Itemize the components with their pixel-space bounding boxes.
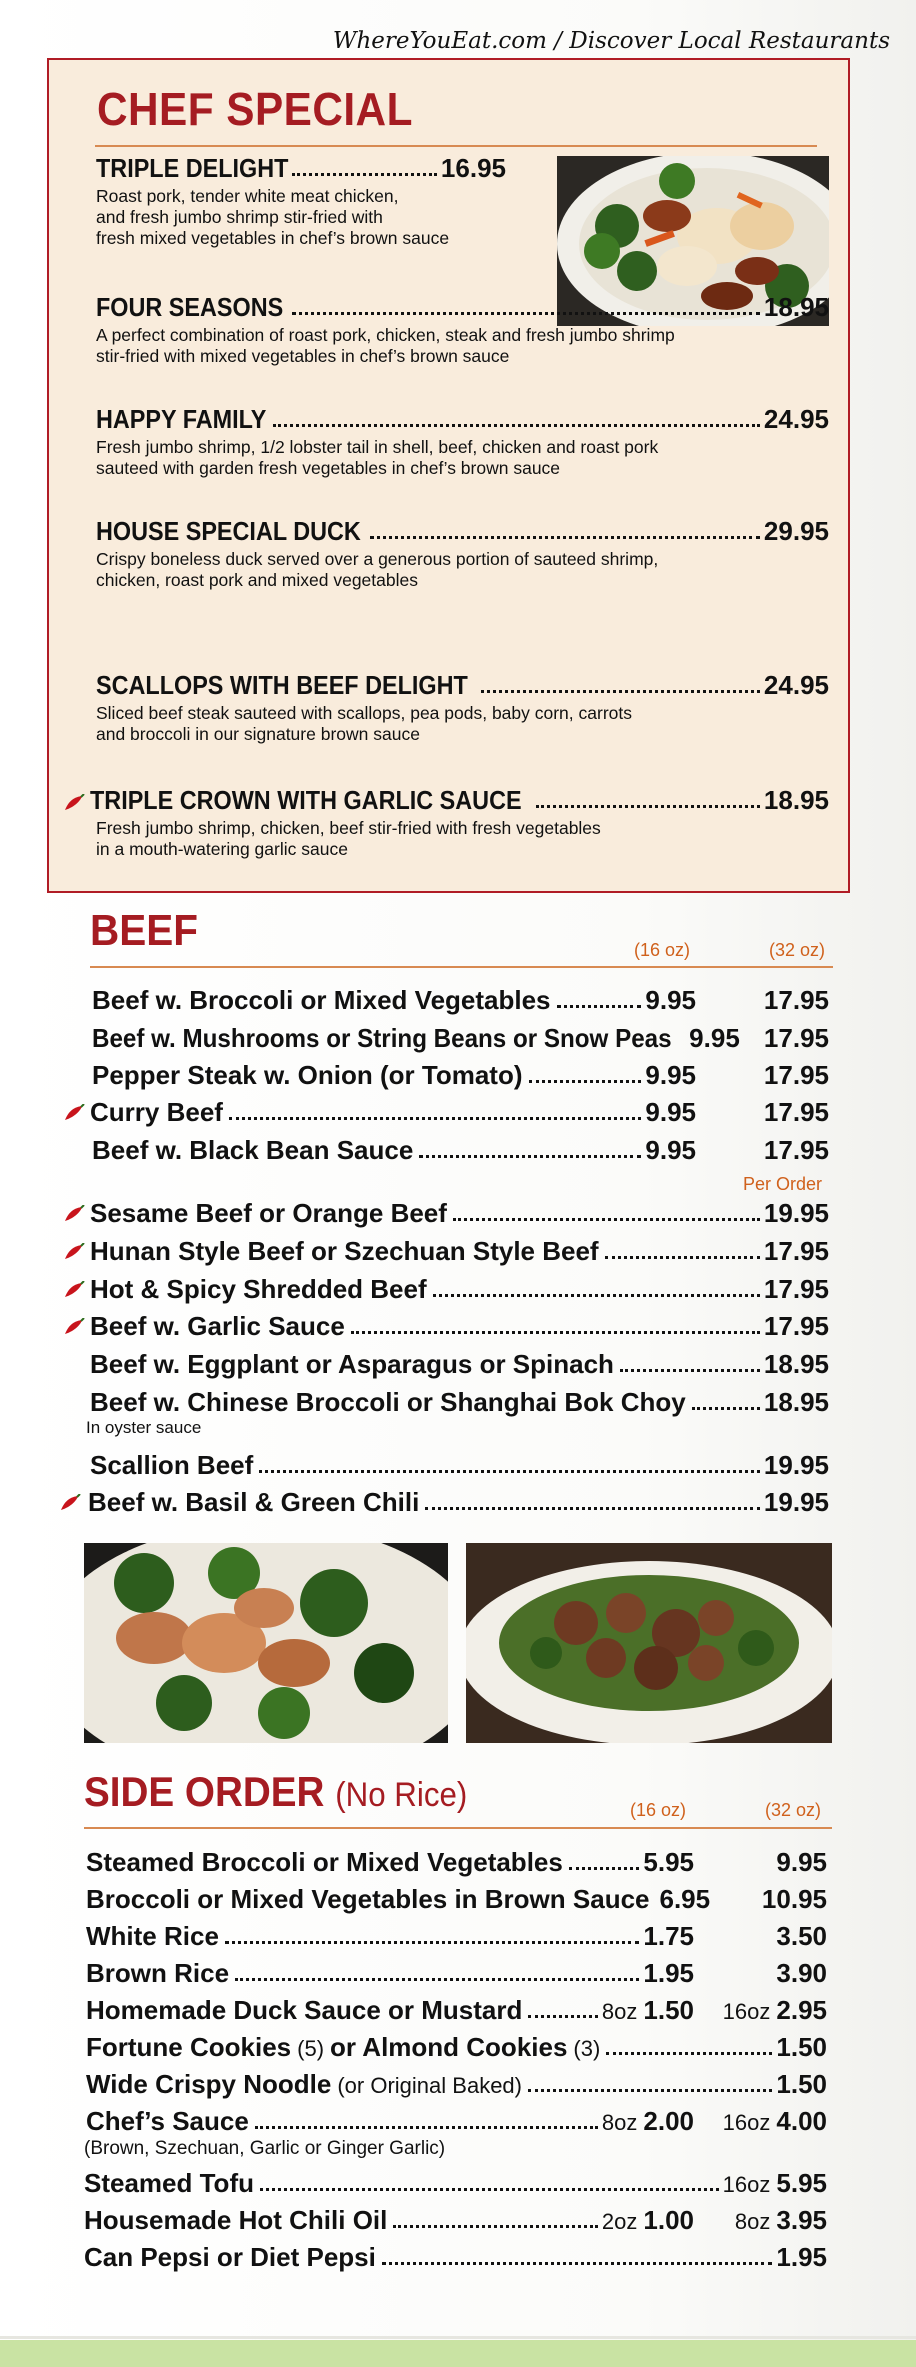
menu-row [86,2108,694,2134]
size-label: 8oz [734,2209,771,2234]
leader-dots [393,2225,598,2228]
desc-line: sauteed with garden fresh vegetables in chef’s brown sauce [96,458,561,478]
bottom-border [0,2340,916,2367]
menu-row [84,2207,694,2233]
item-price: 1.95 [776,2242,827,2272]
item-name: TRIPLE CROWN WITH GARLIC SAUCE [90,785,522,815]
menu-item [90,787,829,860]
item-price-16oz: 9.95 [645,1060,696,1090]
leader-dots [481,690,760,693]
menu-row [92,1137,696,1163]
desc-line: A perfect combination of roast pork, chicken, steak and fresh jumbo shrimp [96,325,675,345]
site-watermark: WhereYouEat.com / Discover Local Restaurants [332,28,890,54]
item-name: Curry Beef [90,1097,223,1127]
leader-dots [692,1407,760,1410]
item-price-16oz: 9.95 [645,985,696,1015]
leader-dots [351,1331,760,1334]
item-price-16oz: 5.95 [643,1847,694,1877]
item-name: TRIPLE DELIGHT [96,153,289,183]
desc-line: Fresh jumbo shrimp, chicken, beef stir-fried with fresh vegetables [96,818,601,838]
leader-dots [557,1005,642,1008]
chili-pepper-icon [63,1243,85,1261]
item-price: 1.50 [776,2069,827,2099]
item-name: Broccoli or Mixed Vegetables in Brown Sauce [86,1884,650,1914]
desc-line: Crispy boneless duck served over a generous portion of sauteed shrimp, [96,549,659,569]
desc-line: Sliced beef steak sauteed with scallops, pea pods, baby corn, carrots [96,703,632,723]
desc-line: in a mouth-watering garlic sauce [96,839,348,859]
leader-dots [225,1941,639,1944]
item-name: Chef’s Sauce [86,2106,249,2136]
leader-dots [260,2188,719,2191]
menu-item [96,406,829,479]
item-price-32oz: 9.95 [776,1847,827,1877]
menu-row [86,1923,694,1949]
item-price: 19.95 [763,1487,829,1517]
menu-row [88,1489,829,1515]
menu-row [90,1238,829,1264]
leader-dots [292,173,437,176]
leader-dots [529,1080,642,1083]
size-label: 8oz [601,2110,638,2135]
item-price: 17.95 [763,1236,829,1266]
item-price: 18.95 [763,1349,829,1379]
menu-row [86,1997,694,2023]
item-name: Hot & Spicy Shredded Beef [90,1274,427,1304]
item-name: Beef w. Basil & Green Chili [88,1487,420,1517]
item-price-8oz: 1.50 [643,1995,694,2025]
column-header-16oz: (16 oz) [630,1800,687,1820]
item-price: 18.95 [763,1387,829,1417]
menu-row [86,1960,694,1986]
item-price: 19.95 [763,1198,829,1228]
item-description [96,325,829,367]
column-header-32oz: (32 oz) [765,1800,822,1820]
item-name: Scallion Beef [90,1450,254,1480]
menu-row-large [710,2207,827,2233]
desc-line: and fresh jumbo shrimp stir-fried with [96,207,383,227]
beef-section-title: BEEF [90,906,198,955]
desc-line: stir-fried with mixed vegetables in chef’s brown sauce [96,346,510,366]
item-name: Can Pepsi or Diet Pepsi [84,2242,376,2272]
item-description [96,549,829,591]
item-price: 5.95 [776,2168,827,2198]
side-order-section-title [84,1768,467,1816]
item-name: Beef w. Eggplant or Asparagus or Spinach [90,1349,614,1379]
desc-line: Fresh jumbo shrimp, 1/2 lobster tail in shell, beef, chicken and roast pork [96,437,659,457]
size-label: 16oz [722,2172,771,2197]
menu-item [96,294,829,367]
item-note: (or Original Baked) [337,2073,522,2098]
menu-row [86,2034,827,2060]
item-price: 18.95 [763,785,829,815]
side-order-title: SIDE ORDER [84,1768,325,1815]
column-header-16oz: (16 oz) [634,940,691,960]
item-price-2oz: 1.00 [643,2205,694,2235]
item-price-16oz: 1.75 [643,1921,694,1951]
item-count: (3) [573,2036,601,2061]
item-price-16oz: 2.95 [776,1995,827,2025]
item-name: Brown Rice [86,1958,230,1988]
chili-pepper-icon [63,1281,85,1299]
item-price-16oz: 9.95 [645,1135,696,1165]
item-price-16oz: 6.95 [659,1884,711,1914]
menu-item [96,672,829,745]
item-name: Sesame Beef or Orange Beef [90,1198,447,1228]
item-name: Homemade Duck Sauce or Mustard [86,1995,523,2025]
desc-line: and broccoli in our signature brown sauce [96,724,420,744]
desc-line: fresh mixed vegetables in chef’s brown sauce [96,228,450,248]
item-price-32oz: 17.95 [763,985,829,1015]
menu-row [86,1884,711,1914]
size-label: 2oz [601,2209,638,2234]
item-price-16oz: 9.95 [689,1023,740,1053]
item-name: Beef w. Chinese Broccoli or Shanghai Bok Choy [90,1387,686,1417]
column-header-32oz: (32 oz) [769,940,826,960]
item-name: Pepper Steak w. Onion (or Tomato) [92,1060,523,1090]
item-price: 17.95 [763,1311,829,1341]
leader-dots [370,536,760,539]
item-name: Fortune Cookies [86,2032,292,2062]
item-price: 16.95 [440,153,506,183]
chili-pepper-icon [59,1494,81,1512]
item-price-8oz: 3.95 [776,2205,827,2235]
side-order-subtitle: (No Rice) [335,1776,468,1814]
leader-dots [605,1256,760,1259]
item-name: Beef w. Mushrooms or String Beans or Snow Peas [92,1023,672,1053]
leader-dots [606,2052,772,2055]
leader-dots [620,1369,760,1372]
item-price-32oz: 17.95 [763,1097,829,1127]
item-name: HOUSE SPECIAL DUCK [96,516,361,546]
item-name: Beef w. Garlic Sauce [90,1311,345,1341]
item-note: (Brown, Szechuan, Garlic or Ginger Garlic) [84,2138,446,2159]
menu-row [90,1452,829,1478]
item-name: White Rice [86,1921,219,1951]
leader-dots [419,1155,641,1158]
menu-item [96,155,516,249]
item-description [96,818,829,860]
chili-pepper-icon [63,1104,85,1122]
menu-row [90,1389,829,1415]
item-price-32oz: 3.50 [776,1921,827,1951]
leader-dots [235,1978,639,1981]
item-name: Steamed Broccoli or Mixed Vegetables [86,1847,563,1877]
item-price-16oz: 4.00 [776,2106,827,2136]
menu-row [92,987,696,1013]
item-price-32oz: 17.95 [763,1135,829,1165]
item-price: 24.95 [763,670,829,700]
leader-dots [569,1867,640,1870]
menu-item [96,518,829,591]
desc-line: Roast pork, tender white meat chicken, [96,186,399,206]
item-name: FOUR SEASONS [96,292,284,322]
menu-row [90,1276,829,1302]
item-name: Steamed Tofu [84,2168,254,2198]
item-name: Beef w. Black Bean Sauce [92,1135,414,1165]
size-label: 8oz [601,1999,638,2024]
menu-row [92,1023,740,1053]
leader-dots [528,2089,772,2092]
item-description [96,703,829,745]
leader-dots [425,1507,760,1510]
item-note: In oyster sauce [86,1418,202,1437]
desc-line: chicken, roast pork and mixed vegetables [96,570,418,590]
item-price: 1.50 [776,2032,827,2062]
item-price-32oz: 17.95 [763,1060,829,1090]
item-count: (5) [297,2036,325,2061]
leader-dots [528,2015,598,2018]
beef-broccoli-photo [84,1543,448,1743]
leader-dots [453,1218,760,1221]
item-price-32oz: 3.90 [776,1958,827,1988]
chili-pepper-icon [63,1205,85,1223]
item-price: 19.95 [763,1450,829,1480]
leader-dots [536,805,760,808]
menu-row [90,1099,696,1125]
leader-dots [255,2126,598,2129]
item-description [96,186,516,249]
item-name: Hunan Style Beef or Szechuan Style Beef [90,1236,599,1266]
leader-dots [259,1470,760,1473]
divider [84,1827,832,1829]
divider [95,145,817,147]
menu-row [90,1313,829,1339]
menu-row [86,2071,827,2097]
menu-row-large [710,1997,827,2023]
item-name: or Almond Cookies [330,2032,568,2062]
divider [0,2336,916,2339]
chili-pepper-icon [63,1318,85,1336]
leader-dots [382,2262,773,2265]
item-description [96,437,829,479]
menu-row [90,1200,829,1226]
per-order-label: Per Order [743,1174,823,1194]
item-price-32oz: 17.95 [763,1023,829,1053]
menu-row-large [710,2108,827,2134]
chef-special-title: CHEF SPECIAL [97,83,413,135]
item-price-8oz: 2.00 [643,2106,694,2136]
menu-row [90,1351,829,1377]
item-name: Beef w. Broccoli or Mixed Vegetables [92,985,551,1015]
item-price: 17.95 [763,1274,829,1304]
basil-beef-photo [466,1543,832,1743]
item-price-16oz: 9.95 [645,1097,696,1127]
leader-dots [229,1117,641,1120]
item-price: 18.95 [763,292,829,322]
chef-special-box [47,58,850,893]
item-price: 29.95 [763,516,829,546]
item-price-32oz: 10.95 [761,1884,827,1914]
size-label: 16oz [722,2110,771,2135]
size-label: 16oz [722,1999,771,2024]
item-name: Housemade Hot Chili Oil [84,2205,388,2235]
menu-row [86,1849,694,1875]
item-name: SCALLOPS WITH BEEF DELIGHT [96,670,468,700]
leader-dots [292,312,760,315]
leader-dots [433,1294,760,1297]
menu-row [84,2170,827,2196]
item-name: Wide Crispy Noodle [86,2069,332,2099]
item-price: 24.95 [763,404,829,434]
item-price-16oz: 1.95 [643,1958,694,1988]
chili-pepper-icon [63,794,85,812]
item-name: HAPPY FAMILY [96,404,267,434]
divider [90,966,833,968]
leader-dots [273,424,760,427]
menu-row [84,2244,827,2270]
menu-row [92,1062,696,1088]
